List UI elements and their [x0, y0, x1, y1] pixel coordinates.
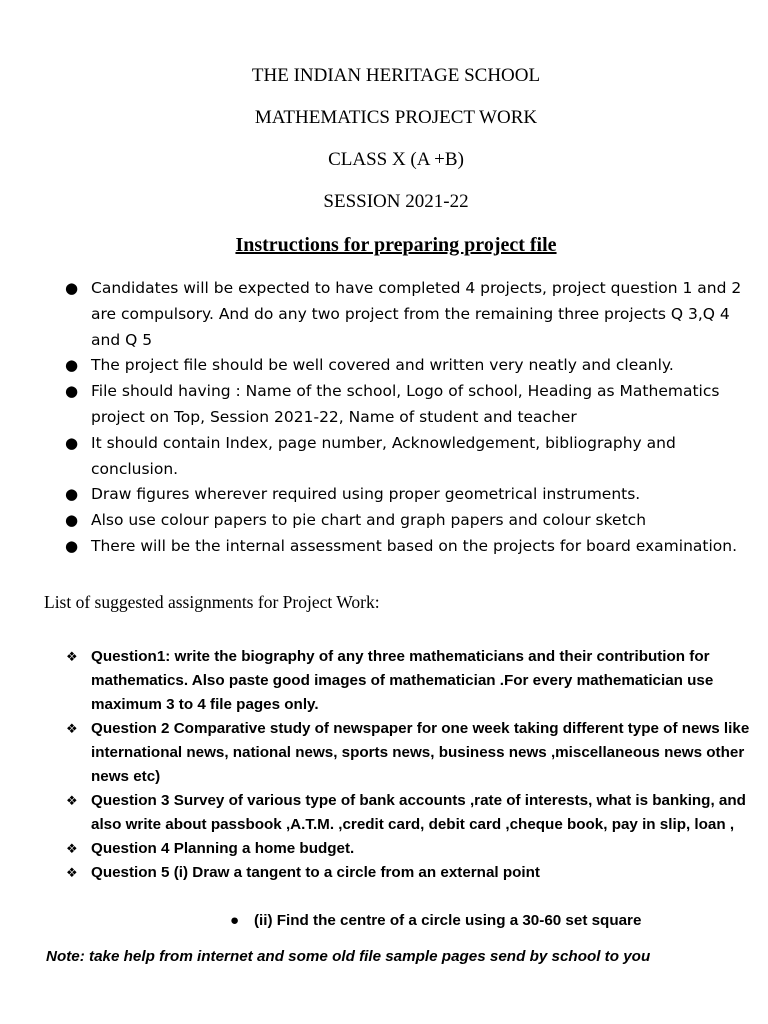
- diamond-bullet-icon: ❖: [66, 721, 78, 736]
- list-item: ● There will be the internal assessment based on the projects for board examination.: [60, 534, 750, 560]
- assignments-heading: List of suggested assignments for Project Work:: [44, 592, 380, 612]
- instructions-heading: Instructions for preparing project file: [235, 234, 557, 256]
- diamond-bullet-icon: ❖: [66, 649, 78, 664]
- instructions-list: [60, 276, 750, 560]
- school-name: THE INDIAN HERITAGE SCHOOL: [251, 65, 541, 86]
- class-label: CLASS X (A +B): [328, 149, 464, 170]
- bullet-icon: ●: [65, 536, 79, 555]
- list-item: ● The project file should be well covered and written very neatly and cleanly.: [60, 353, 750, 379]
- diamond-bullet-icon: ❖: [66, 865, 78, 880]
- diamond-bullet-icon: ❖: [66, 841, 78, 856]
- question-item: ❖ Question 5 (i) Draw a tangent to a circle from an external point: [66, 861, 766, 885]
- question-item: ❖ Question 2 Comparative study of newspaper for one week taking different type of news like international news, national news, sports news, business news ,miscellaneous news other news etc): [66, 717, 766, 789]
- list-item: ● Draw figures wherever required using proper geometrical instruments.: [60, 482, 750, 508]
- list-item: ● File should having : Name of the school, Logo of school, Heading as Mathematics project on Top, Session 2021-22, Name of student and teacher: [60, 379, 750, 431]
- list-item: ● Also use colour papers to pie chart and graph papers and colour sketch: [60, 508, 750, 534]
- bullet-icon: ●: [65, 382, 79, 401]
- session-label: SESSION 2021-22: [323, 191, 469, 212]
- footer-note: Note: take help from internet and some old file sample pages send by school to you: [46, 948, 651, 965]
- question-item: ❖ Question 4 Planning a home budget.: [66, 837, 766, 861]
- question-item: ❖ Question1: write the biography of any three mathematicians and their contribution for mathematics. Also paste good images of mathematician .For every mathematician use maximum 3 to 4 file pages only.: [66, 645, 766, 717]
- bullet-icon: ●: [65, 356, 79, 375]
- list-item: ● Candidates will be expected to have completed 4 projects, project question 1 and 2 are compulsory. And do any two project from the remaining three projects Q 3,Q 4 and Q 5: [60, 276, 750, 353]
- bullet-icon: ●: [65, 485, 79, 504]
- bullet-icon: ●: [65, 433, 79, 452]
- project-title: MATHEMATICS PROJECT WORK: [254, 107, 538, 128]
- bullet-icon: ●: [230, 912, 240, 929]
- bullet-icon: ●: [65, 511, 79, 530]
- question-5-sub-point: ● (ii) Find the centre of a circle using a 30-60 set square: [230, 909, 641, 933]
- list-item: ● It should contain Index, page number, Acknowledgement, bibliography and conclusion.: [60, 431, 750, 483]
- diamond-bullet-icon: ❖: [66, 793, 78, 808]
- questions-list: [66, 645, 766, 885]
- question-item: ❖ Question 3 Survey of various type of bank accounts ,rate of interests, what is banking, and also write about passbook ,A.T.M. ,credit card, debit card ,cheque book, pay in slip, loan ,: [66, 789, 766, 837]
- bullet-icon: ●: [65, 279, 79, 297]
